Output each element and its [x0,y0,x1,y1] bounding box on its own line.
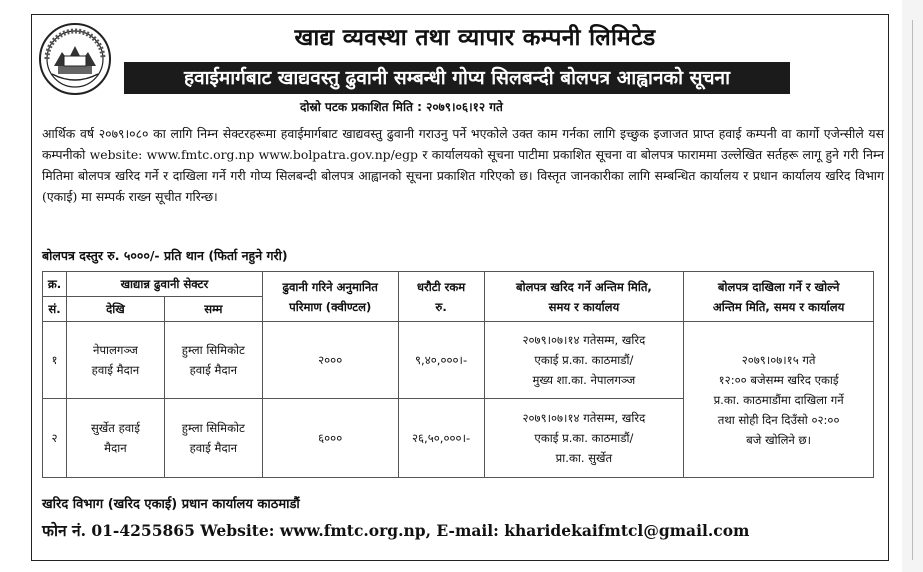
right-scrollbar-edge [902,0,923,572]
bid-table [42,271,874,478]
footer-contact: फोन नं. 01-4255865 Website: www.fmtc.org.np, E-mail: kharidekaifmtcl@gmail.com [42,521,750,540]
row-from: नेपालगञ्ज हवाई मैदान [66,322,164,399]
submission-header: बोलपत्र दाखिला गर्ने र खोल्ने अन्तिम मिति, समय र कार्यालय [684,272,874,322]
notice-paragraph: आर्थिक वर्ष २०७९।०८० का लागि निम्न सेक्टरहरूमा हवाईमार्गबाट खाद्यवस्तु ढुवानी गराउनु पर्ने भएकोले उक्त काम गर्नका लागि इच्छुक इजाजत प्राप्त हवाई कम्पनी वा कार्गो एजेन्सीले यस कम्पनीको website: www.fmtc.org.np www.bolpatra.gov.np/egp र कार्यालयको सूचना पाटीमा प्रकाशित सूचना वा बोलपत्र फाराममा उल्लेखित सर्तहरू लागू हुने गरी निम्न मितिमा बोलपत्र खरिद गर्ने र दाखिला गर्ने गरी गोप्य सिलबन्दी बोलपत्र आह्वानको सूचना प्रकाशित गरिएको छ। विस्तृत जानकारीका लागि सम्बन्धित कार्यालय र प्रधान कार्यालय खरिद विभाग (एकाई) मा सम्पर्क राख्न सूचीत गरिन्छ। [42,126,884,204]
row-sn: २ [43,399,67,478]
row-quantity: २००० [262,322,398,399]
from-header: देखि [66,297,164,322]
to-header: सम्म [164,297,262,322]
bid-fee: बोलपत्र दस्तुर रु. ५०००/- प्रति थान (फिर्ता नहुने गरी) [42,248,288,263]
sn-header: क्र. [43,272,67,297]
row-sn: १ [43,322,67,399]
row-purchase: २०७९।०७।१४ गतेसम्म, खरिद एकाई प्र.का. काठमाडौं/ प्रा.का. सुर्खेत [484,399,684,478]
row-deposit: ९,४०,०००।- [398,322,484,399]
quantity-header: ढुवानी गरिने अनुमानित परिमाण (क्वीण्टल) [262,272,398,322]
sector-header: खाद्यान्न ढुवानी सेक्टर [66,272,262,297]
company-name: खाद्य व्यवस्था तथा व्यापार कम्पनी लिमिटेड [294,25,656,51]
row-quantity: ६००० [262,399,398,478]
sn-header-line2: सं. [43,297,67,322]
submission-cell: २०७९।०७।१५ गते १२:०० बजेसम्म खरिद एकाई प्र.का. काठमाडौंमा दाखिला गर्ने तथा सोही दिन दिउँसो ०२:०० बजे खोलिने छ। [684,322,874,478]
deposit-header: धरौटी रकम रु. [398,272,484,322]
row-purchase: २०७९।०७।१४ गतेसम्म, खरिद एकाई प्र.का. काठमाडौं/ मुख्य शा.का. नेपालगञ्ज [484,322,684,399]
row-deposit: २६,५०,०००।- [398,399,484,478]
row-to: हुम्ला सिमिकोट हवाई मैदान [164,322,262,399]
table-header-row [43,272,874,297]
company-seal-icon [38,22,112,96]
row-from: सुर्खेत हवाई मैदान [66,399,164,478]
row-to: हुम्ला सिमिकोट हवाई मैदान [164,399,262,478]
table-row [43,322,874,399]
footer-department: खरिद विभाग (खरिद एकाई) प्रधान कार्यालय काठमाडौं [42,497,300,512]
published-date: दोस्रो पटक प्रकाशित मिति : २०७९।०६।१२ गते [300,100,503,114]
notice-title: हवाईमार्गबाट खाद्यवस्तु ढुवानी सम्बन्धी गोप्य सिलबन्दी बोलपत्र आह्वानको सूचना [124,62,790,94]
purchase-header: बोलपत्र खरिद गर्ने अन्तिम मिति, समय र कार्यालय [484,272,684,322]
